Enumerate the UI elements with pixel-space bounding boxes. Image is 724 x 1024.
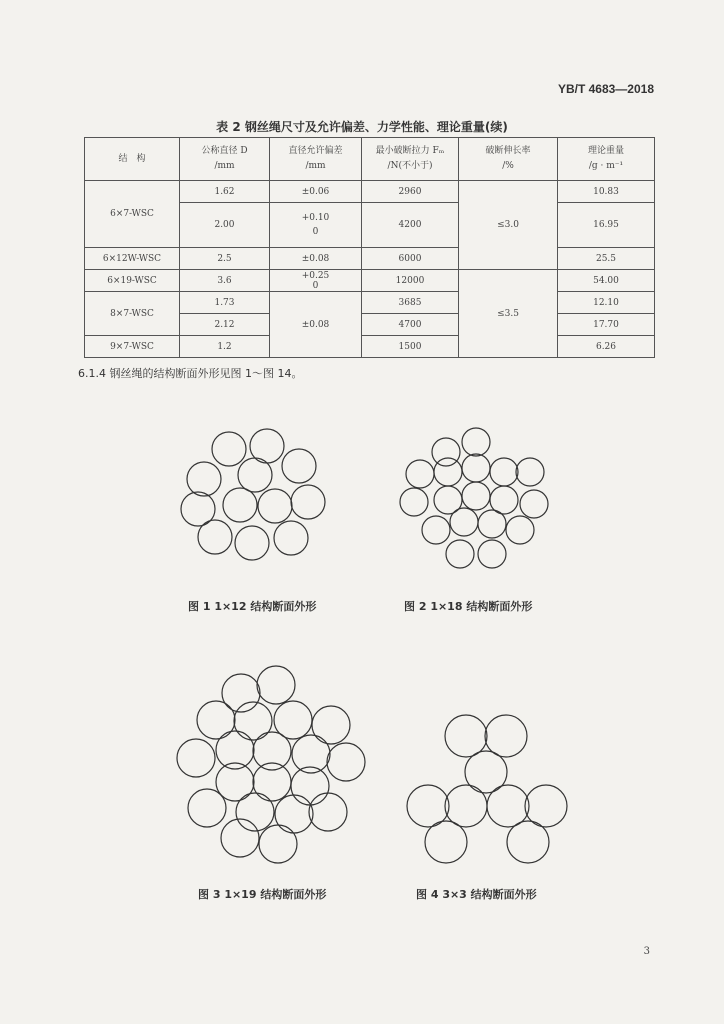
wire-circle [259, 825, 297, 863]
wire-circle [487, 785, 529, 827]
wire-circle [446, 540, 474, 568]
figure-1x12-cross-section [178, 425, 338, 579]
cell-elongation: ≤3.0 [459, 181, 558, 270]
cell-diameter: 1.2 [180, 336, 270, 358]
figure-1x19-cross-section [168, 662, 378, 871]
page-number: 3 [643, 946, 650, 957]
cell-force: 12000 [362, 270, 459, 292]
wire-circle [282, 449, 316, 483]
header-elongation: 破断伸长率 /% [459, 138, 558, 181]
wire-circle [507, 821, 549, 863]
wire-circle [221, 819, 259, 857]
cell-weight: 16.95 [558, 203, 655, 248]
wire-circle [188, 789, 226, 827]
cell-structure: 6×19-WSC [85, 270, 180, 292]
cell-force: 4700 [362, 314, 459, 336]
wire-circle [327, 743, 365, 781]
cell-force: 1500 [362, 336, 459, 358]
cell-tolerance: +0.25 0 [270, 270, 362, 292]
cell-tolerance: ±0.06 [270, 181, 362, 203]
header-structure: 结 构 [85, 138, 180, 181]
cell-force: 4200 [362, 203, 459, 248]
wire-circle [177, 739, 215, 777]
wire-circle [462, 454, 490, 482]
wire-circle [425, 821, 467, 863]
cell-diameter: 3.6 [180, 270, 270, 292]
table-row [85, 292, 655, 314]
table-row [85, 248, 655, 270]
cell-elongation: ≤3.5 [459, 270, 558, 358]
wire-circle [478, 540, 506, 568]
cell-diameter: 1.73 [180, 292, 270, 314]
cell-diameter: 1.62 [180, 181, 270, 203]
cell-weight: 54.00 [558, 270, 655, 292]
cell-tolerance: ±0.08 [270, 292, 362, 358]
cell-structure: 6×7-WSC [85, 181, 180, 248]
wire-circle [478, 510, 506, 538]
figure-1-caption: 图 1 1×12 结构断面外形 [188, 600, 317, 613]
cell-force: 2960 [362, 181, 459, 203]
wire-circle [432, 438, 460, 466]
wire-circle [187, 462, 221, 496]
header-weight: 理论重量 /g · m⁻¹ [558, 138, 655, 181]
cell-weight: 17.70 [558, 314, 655, 336]
wire-circle [312, 706, 350, 744]
wire-circle [406, 460, 434, 488]
wire-circle [445, 715, 487, 757]
cell-weight: 6.26 [558, 336, 655, 358]
header-force: 最小破断拉力 Fₘ /N(不小于) [362, 138, 459, 181]
wire-circle [490, 458, 518, 486]
table-row [85, 336, 655, 358]
wire-circle [212, 432, 246, 466]
wire-circle [506, 516, 534, 544]
table-row [85, 270, 655, 292]
header-tolerance: 直径允许偏差 /mm [270, 138, 362, 181]
cell-diameter: 2.5 [180, 248, 270, 270]
figure-4-caption: 图 4 3×3 结构断面外形 [416, 888, 537, 901]
figure-1x18-cross-section [398, 418, 558, 582]
cell-diameter: 2.12 [180, 314, 270, 336]
wire-circle [462, 482, 490, 510]
figure-3-caption: 图 3 1×19 结构断面外形 [198, 888, 327, 901]
wire-circle [197, 701, 235, 739]
cell-weight: 25.5 [558, 248, 655, 270]
wire-circle [309, 793, 347, 831]
table-title: 表 2 钢丝绳尺寸及允许偏差、力学性能、理论重量(续) [216, 120, 508, 134]
cell-weight: 10.83 [558, 181, 655, 203]
table-header-row [85, 138, 655, 181]
spec-table [84, 137, 655, 358]
wire-circle [253, 732, 291, 770]
standard-code: YB/T 4683—2018 [557, 82, 654, 96]
wire-circle [257, 666, 295, 704]
wire-circle [275, 795, 313, 833]
wire-circle [462, 428, 490, 456]
cell-structure: 6×12W-WSC [85, 248, 180, 270]
wire-circle [445, 785, 487, 827]
wire-circle [485, 715, 527, 757]
cell-force: 3685 [362, 292, 459, 314]
wire-circle [400, 488, 428, 516]
wire-circle [291, 485, 325, 519]
wire-circle [223, 488, 257, 522]
section-note: 6.1.4 钢丝绳的结构断面外形见图 1～图 14。 [78, 367, 303, 380]
wire-circle [198, 520, 232, 554]
header-diameter: 公称直径 D /mm [180, 138, 270, 181]
figure-2-caption: 图 2 1×18 结构断面外形 [404, 600, 533, 613]
wire-circle [274, 521, 308, 555]
cell-tolerance: ±0.08 [270, 248, 362, 270]
cell-structure: 8×7-WSC [85, 292, 180, 336]
cell-force: 6000 [362, 248, 459, 270]
table-row [85, 181, 655, 203]
cell-structure: 9×7-WSC [85, 336, 180, 358]
wire-circle [238, 458, 272, 492]
wire-circle [520, 490, 548, 518]
wire-circle [516, 458, 544, 486]
wire-circle [235, 526, 269, 560]
wire-circle [258, 489, 292, 523]
cell-tolerance: +0.10 0 [270, 203, 362, 248]
wire-circle [422, 516, 450, 544]
wire-circle [450, 508, 478, 536]
wire-circle [253, 763, 291, 801]
figure-3x3-cross-section [400, 710, 576, 874]
wire-circle [236, 793, 274, 831]
wire-circle [434, 458, 462, 486]
cell-weight: 12.10 [558, 292, 655, 314]
cell-diameter: 2.00 [180, 203, 270, 248]
